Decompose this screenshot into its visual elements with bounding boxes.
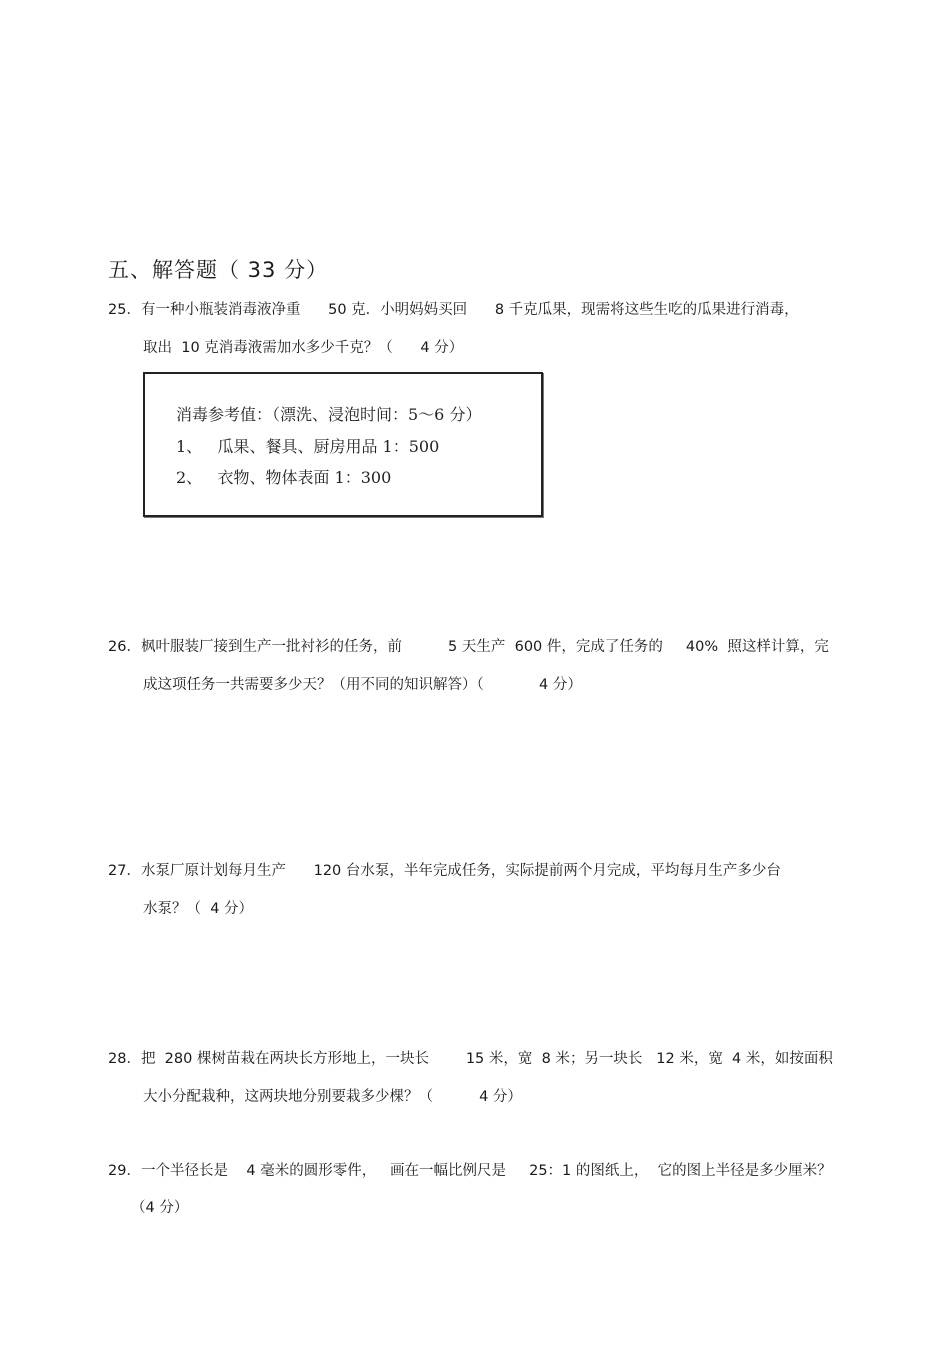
reference-item-1: 1、 瓜果、餐具、厨房用品 1：500: [176, 437, 440, 456]
question-25-line-1: 25．有一种小瓶装消毒液净重 50 克．小明妈妈买回 8 千克瓜果，现需将这些生吃的瓜果进行消毒，: [108, 302, 799, 318]
question-25-line-2: 取出 10 克消毒液需加水多少千克？（ 4 分）: [143, 340, 464, 356]
question-29-line-2: （4 分）: [131, 1200, 189, 1216]
question-28-line-1: 28．把 280 棵树苗栽在两块长方形地上，一块长 15 米，宽 8 米；另一块长 12 米，宽 4 米，如按面积: [108, 1051, 833, 1067]
question-27-line-2: 水泵？（ 4 分）: [143, 901, 254, 917]
reference-heading: 消毒参考值：（漂洗、浸泡时间：5～6 分）: [176, 405, 482, 424]
question-27-line-1: 27．水泵厂原计划每月生产 120 台水泵，半年完成任务，实际提前两个月完成，平均每月生产多少台: [108, 863, 781, 879]
section-title: 五、解答题（ 33 分）: [108, 258, 329, 282]
question-29-line-1: 29．一个半径长是 4 毫米的圆形零件， 画在一幅比例尺是 25：1 的图纸上， 它的图上半径是多少厘米？: [108, 1163, 832, 1179]
disinfection-reference-box: [143, 372, 543, 517]
question-26-line-2: 成这项任务一共需要多少天？（用不同的知识解答）（ 4 分）: [143, 677, 582, 693]
question-26-line-1: 26．枫叶服装厂接到生产一批衬衫的任务，前 5 天生产 600 件，完成了任务的 40% 照这样计算，完: [108, 639, 829, 655]
question-28-line-2: 大小分配栽种，这两块地分别要栽多少棵？（ 4 分）: [143, 1089, 522, 1105]
reference-item-2: 2、 衣物、物体表面 1：300: [176, 468, 392, 487]
